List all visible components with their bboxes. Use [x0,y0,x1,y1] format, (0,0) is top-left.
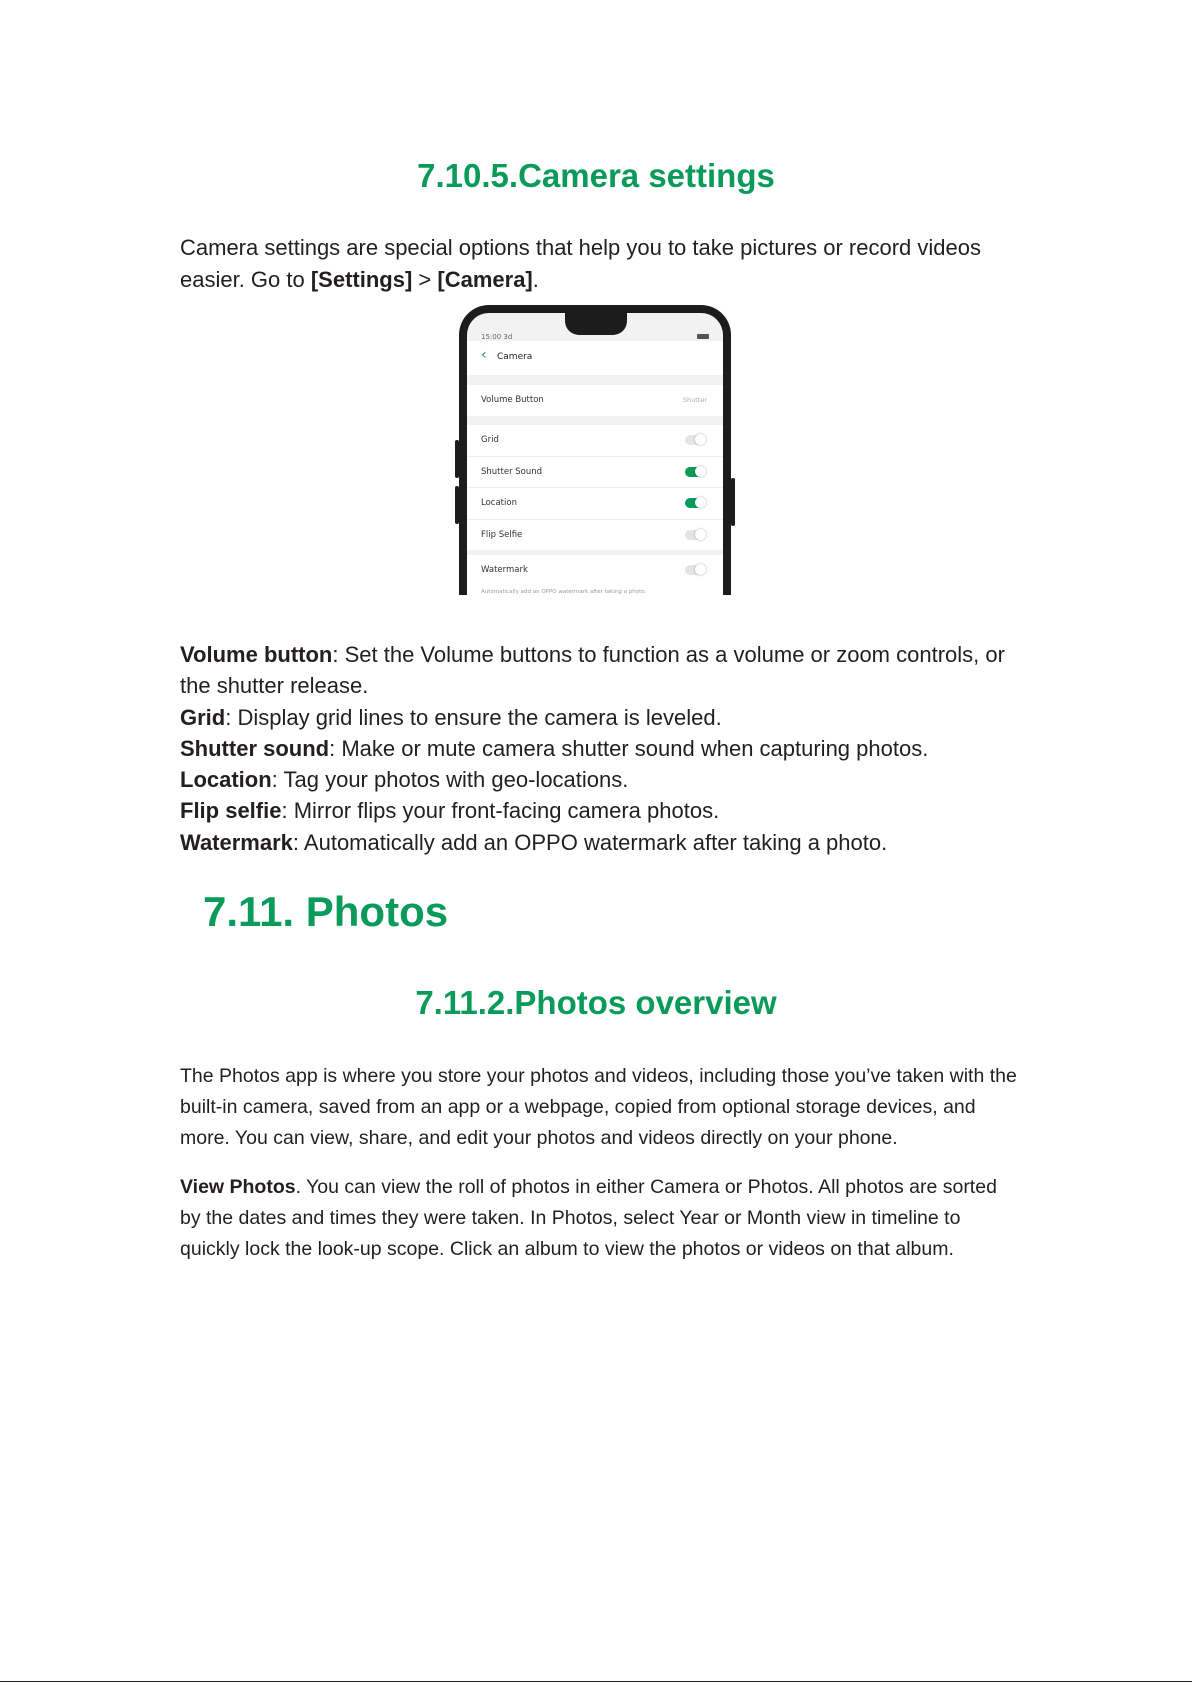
settings-group-volume [467,385,723,416]
status-time: 15:00 3d [481,333,513,341]
setting-label: Watermark [481,565,528,575]
app-bar [467,341,723,375]
phone-mockup [459,305,731,595]
screen-title: Camera [497,352,533,362]
watermark-toggle[interactable] [685,565,705,575]
feature-location [180,764,1020,795]
setting-row-watermark[interactable] [467,555,723,586]
setting-row-shutter-sound[interactable] [467,457,723,489]
shutter-sound-toggle[interactable] [685,467,705,477]
setting-label: Grid [481,435,499,445]
photos-overview-heading: 7.11.2.Photos overview [415,984,777,1021]
feature-desc: : Set the Volume buttons to function as a volume or zoom controls, or the shutter release. [180,642,1005,699]
toggle-knob [695,497,706,508]
setting-label: Flip Selfie [481,529,523,540]
grid-toggle[interactable] [685,435,705,445]
setting-row-flip-selfie[interactable] [467,520,723,551]
toggle-knob [695,434,706,445]
feature-term: Volume button [180,642,333,667]
feature-volume-button [180,639,1020,702]
photos-section-heading: 7.11. Photos [203,888,449,935]
camera-settings-intro [180,232,1020,295]
intro-end: . [532,266,539,292]
settings-link-text: [Settings] [310,266,413,292]
view-photos-desc: . You can view the roll of photos in either Camera or Photos. All photos are sorted by the dates and times they were taken. In Photos, select Year or Month view in timeline to quickly lock the look-up scope. Click an album to view the photos or videos on that album. [180,1176,997,1260]
view-photos-text [180,1172,1020,1265]
feature-desc: : Make or mute camera shutter sound when capturing photos. [329,735,929,761]
feature-desc: : Mirror flips your front-facing camera photos. [281,798,720,824]
feature-grid [180,702,1020,733]
battery-icon [697,334,709,339]
setting-label: Location [481,498,517,508]
feature-term: Location [180,767,272,793]
setting-row-grid[interactable] [467,425,723,457]
toggle-knob [695,466,706,477]
feature-desc: : Tag your photos with geo-locations. [271,767,629,793]
feature-desc: : Display grid lines to ensure the camera is leveled. [225,704,722,730]
phone-screen [467,313,723,595]
settings-group-toggles [467,425,723,550]
toggle-knob [695,529,706,540]
watermark-caption: Automatically add an OPPO watermark after taking a photo. [481,589,647,595]
camera-settings-heading: 7.10.5.Camera settings [417,157,775,194]
feature-shutter-sound [180,733,1020,764]
feature-term: Grid [180,704,226,730]
flip-selfie-toggle[interactable] [685,530,705,540]
path-separator: > [412,266,438,292]
feature-desc: : Automatically add an OPPO watermark after taking a photo. [292,829,888,855]
feature-term: Watermark [180,829,293,855]
view-photos-term: View Photos [180,1176,296,1198]
camera-link-text: [Camera] [437,266,533,292]
phone-notch [565,313,627,335]
location-toggle[interactable] [685,498,705,508]
feature-term: Shutter sound [180,735,330,761]
feature-watermark [180,827,1020,858]
intro-text: Camera settings are special options that help you to take pictures or record videos easier. Go to [180,235,981,292]
feature-list [180,639,1020,858]
footer-rule [0,1681,1192,1682]
phone-power-button [731,478,735,526]
setting-value: Shutter [682,396,707,404]
setting-row-volume-button[interactable] [467,385,723,416]
photos-overview-text: The Photos app is where you store your photos and videos, including those you’ve taken with the built-in camera, saved from an app or a webpage, copied from optional storage devices, and more. You can view, share, and edit your photos and videos directly on your phone. [180,1065,1017,1149]
feature-term: Flip selfie [180,798,282,824]
toggle-knob [695,564,706,575]
setting-label: Volume Button [481,395,544,405]
setting-label: Shutter Sound [481,466,543,477]
feature-flip-selfie [180,795,1020,826]
setting-row-location[interactable] [467,488,723,520]
back-chevron-icon[interactable]: ‹ [481,347,487,363]
